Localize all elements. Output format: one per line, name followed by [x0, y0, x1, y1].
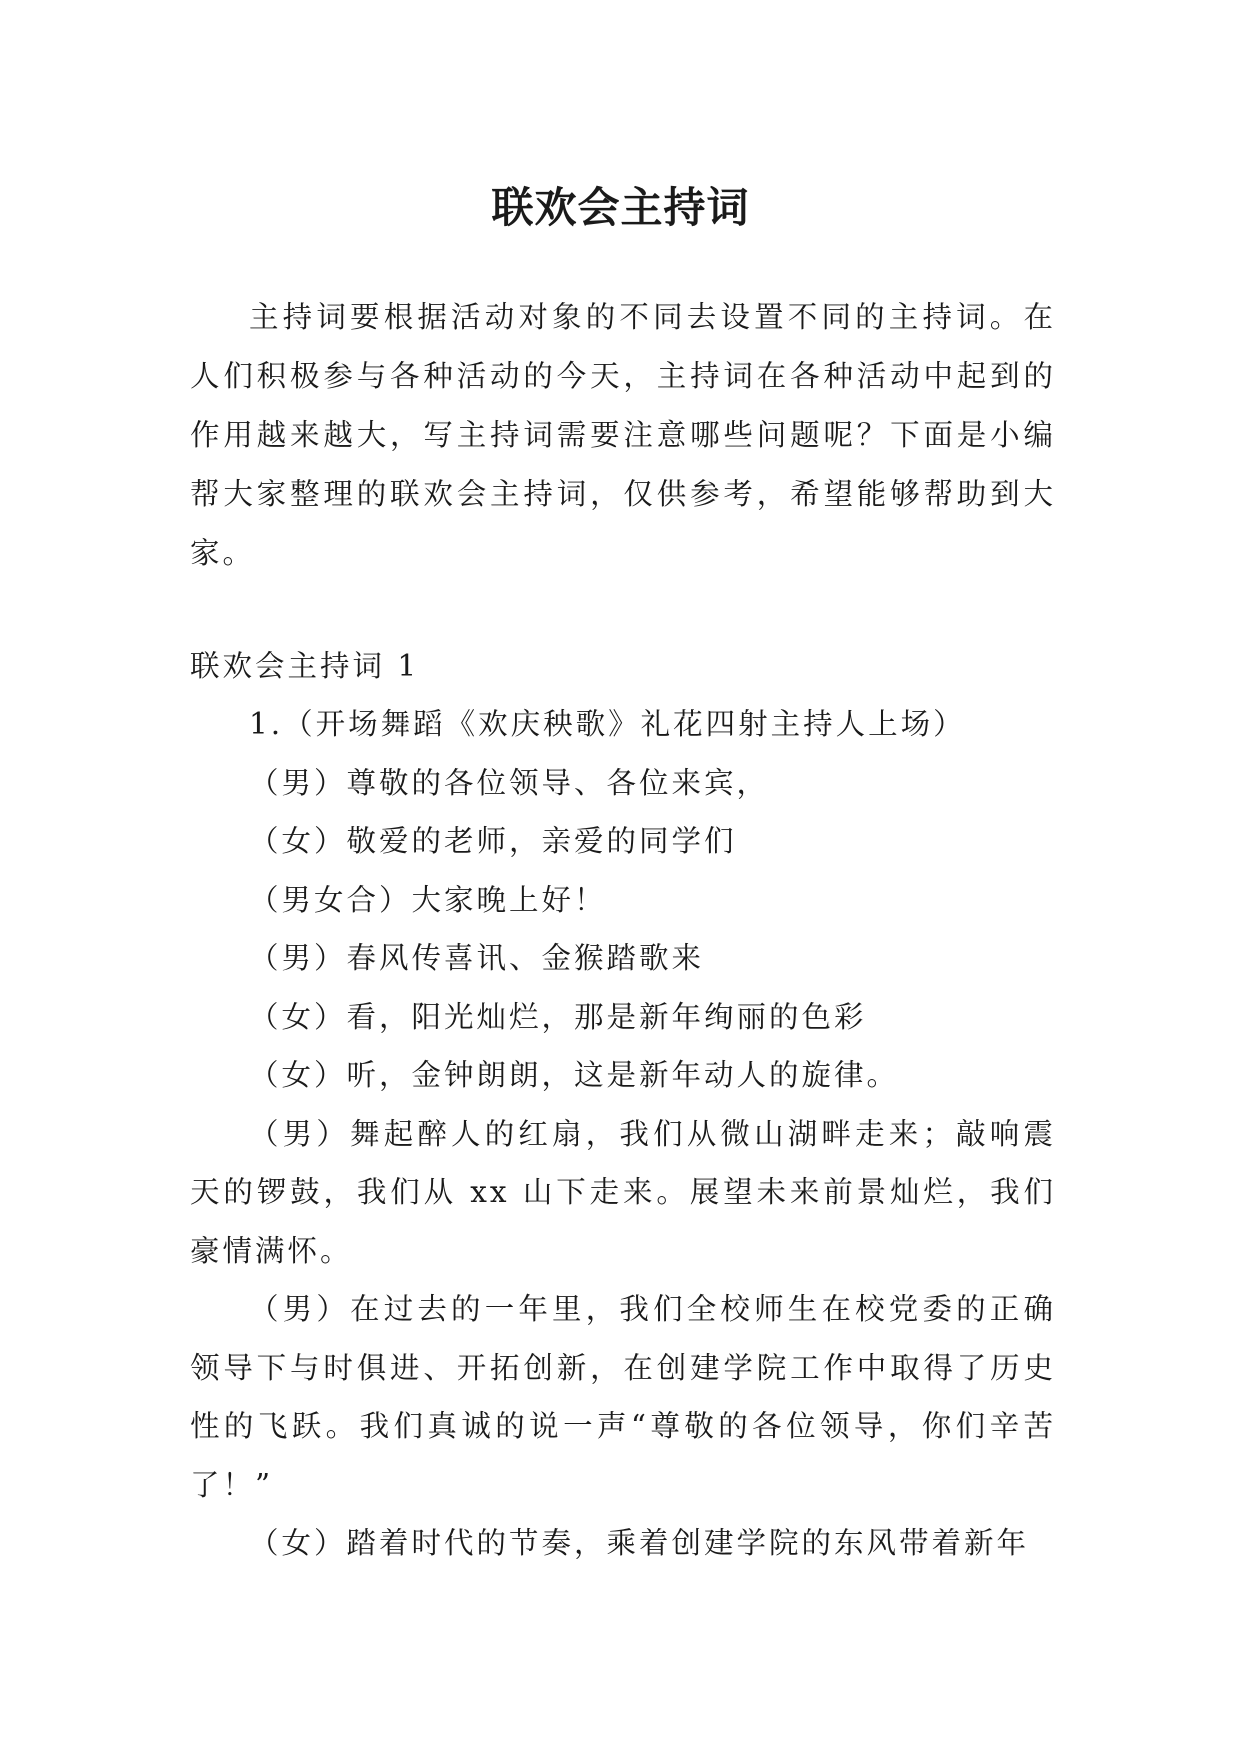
script-line: （男）尊敬的各位领导、各位来宾，: [249, 765, 770, 800]
section-body: [190, 695, 1056, 1573]
script-paragraph: （男）舞起醉人的红扇，我们从微山湖畔走来；敲响震天的锣鼓，我们从 xx 山下走来。展望未来前景灿烂，我们豪情满怀。: [190, 1116, 1056, 1268]
script-line: （女）敬爱的老师，亲爱的同学们: [249, 824, 737, 858]
script-paragraph: （男）在过去的一年里，我们全校师生在校党委的正确领导下与时俱进、开拓创新，在创建学院工作中取得了历史性的飞跃。我们真诚的说一声“尊敬的各位领导，你们辛苦了！”: [190, 1292, 1056, 1502]
section-heading: 联欢会主持词 1: [190, 649, 420, 683]
script-line: （女）看，阳光灿烂，那是新年绚丽的色彩: [249, 999, 867, 1034]
script-line: （女）听，金钟朗朗，这是新年动人的旋律。: [249, 1058, 900, 1092]
intro-paragraph: 主持词要根据活动对象的不同去设置不同的主持词。在人们积极参与各种活动的今天，主持词在各种活动中起到的作用越来越大，写主持词需要注意哪些问题呢？下面是小编帮大家整理的联欢会主持词，仅供参考，希望能够帮助到大家。: [190, 300, 1056, 570]
script-line: （男）春风传喜讯、金猴踏歌来: [249, 941, 705, 975]
document-title: 联欢会主持词: [491, 183, 750, 233]
script-line: （男女合）大家晚上好！: [249, 882, 607, 917]
script-line: 1.（开场舞蹈《欢庆秧歌》礼花四射主持人上场）: [249, 707, 966, 741]
script-paragraph: （女）踏着时代的节奏，乘着创建学院的东风带着新年: [249, 1526, 1030, 1560]
